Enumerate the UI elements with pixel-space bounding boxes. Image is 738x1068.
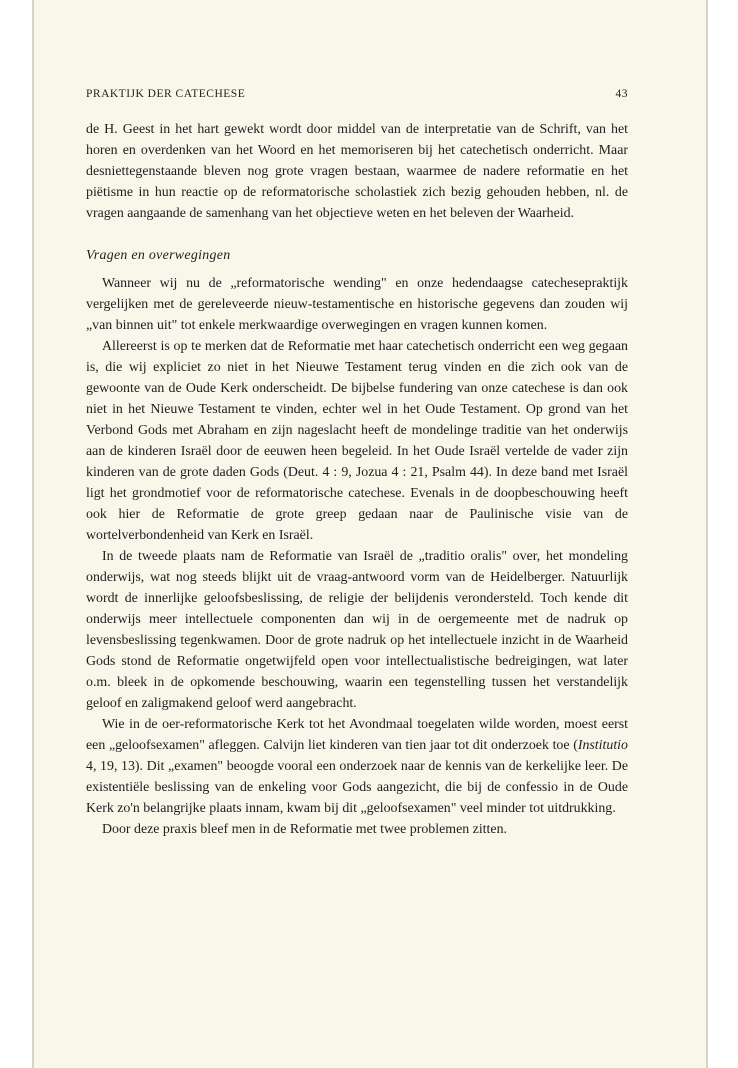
section-heading: Vragen en overwegingen xyxy=(86,248,231,263)
paragraph xyxy=(86,714,628,819)
running-title: PRAKTIJK DER CATECHESE xyxy=(86,88,246,100)
body-text xyxy=(86,119,628,840)
paragraph: de H. Geest in het hart gewekt wordt door middel van de interpretatie van de Schrift, van het horen en overdenken van het Woord en het memoriseren bij het catechetisch onderricht. Maar desniettegenstaande bleven nog grote vragen bestaan, waarmee de nadere reformatie en het piëtisme in hun reactie op de reformatorische scholastiek zich bezig gehouden hebben, nl. de vragen aangaande de samenhang van het objectieve weten en het beleven der Waarheid. xyxy=(86,122,628,221)
paragraph: Wanneer wij nu de „reformatorische wending" en onze hedendaagse catechesepraktijk vergelijken met de gereleveerde nieuw-testamentische en historische gegevens dan zouden wij „van binnen uit" tot enkele merkwaardige overwegingen en vragen kunnen komen. xyxy=(86,276,628,333)
page-number: 43 xyxy=(615,88,628,100)
paragraph: Door deze praxis bleef men in de Reformatie met twee problemen zitten. xyxy=(102,822,507,837)
paragraph: Allereerst is op te merken dat de Reformatie met haar catechetisch onderricht een weg gegaan is, die wij expliciet zo niet in het Nieuwe Testament terug vinden en die zich ook van de gewoonte van de Oude Kerk onderscheidt. De bijbelse fundering van onze catechese is dan ook niet in het Nieuwe Testament te vinden, echter wel in het Oude Testament. Op grond van het Verbond Gods met Abraham en zijn nageslacht heeft de mondelinge traditie van het onderwijs aan de kinderen Israël door de eeuwen heen begeleid. In het Oude Israël vertelde de vader zijn kinderen van de grote daden Gods (Deut. 4 : 9, Jozua 4 : 21, Psalm 44). In deze band met Israël ligt het grondmotief voor de reformatorische catechese. Evenals in de doopbeschouwing heeft ook hier de Reformatie de grote greep gedaan naar de Paulinische visie van de wortelverbondenheid van Kerk en Israël. xyxy=(86,339,628,543)
italic-title: Institutio xyxy=(577,738,628,753)
book-page xyxy=(32,0,708,1068)
paragraph-text: 4, 19, 13). Dit „examen" beoogde vooral een onderzoek naar de kennis van de kerkelijke leer. De existentiële beslissing van de enkeling voor Gods aangezicht, die bij de confessio in de Oude Kerk zo'n belangrijke plaats innam, kwam bij dit „geloofsexamen" veel minder tot uitdrukking. xyxy=(86,759,628,816)
paragraph-text: Wie in de oer-reformatorische Kerk tot het Avondmaal toegelaten wilde worden, moest eerst een „geloofsexamen" afleggen. Calvijn liet kinderen van tien jaar tot dit onderzoek toe ( xyxy=(86,717,628,753)
running-header xyxy=(86,88,628,104)
paragraph: In de tweede plaats nam de Reformatie van Israël de „traditio oralis" over, het mondeling onderwijs, wat nog steeds blijkt uit de vraag-antwoord vorm van de Heidelberger. Natuurlijk wordt de innerlijke geloofsbeslissing, de religie der belijdenis verondersteld. Toch kende dit onderwijs meer intellectuele componenten dan wij in de oergemeente met de nadruk op levensbeslissing tegenkwamen. Door de grote nadruk op het intellectuele inzicht in de Waarheid Gods stond de Reformatie ongetwijfeld open voor intellectualistische bedreigingen, wat later o.m. bleek in de opkomende beschouwing, waarin een tegenstelling tussen het verstandelijk geloof en zaligmakend geloof werd aangebracht. xyxy=(86,549,628,711)
